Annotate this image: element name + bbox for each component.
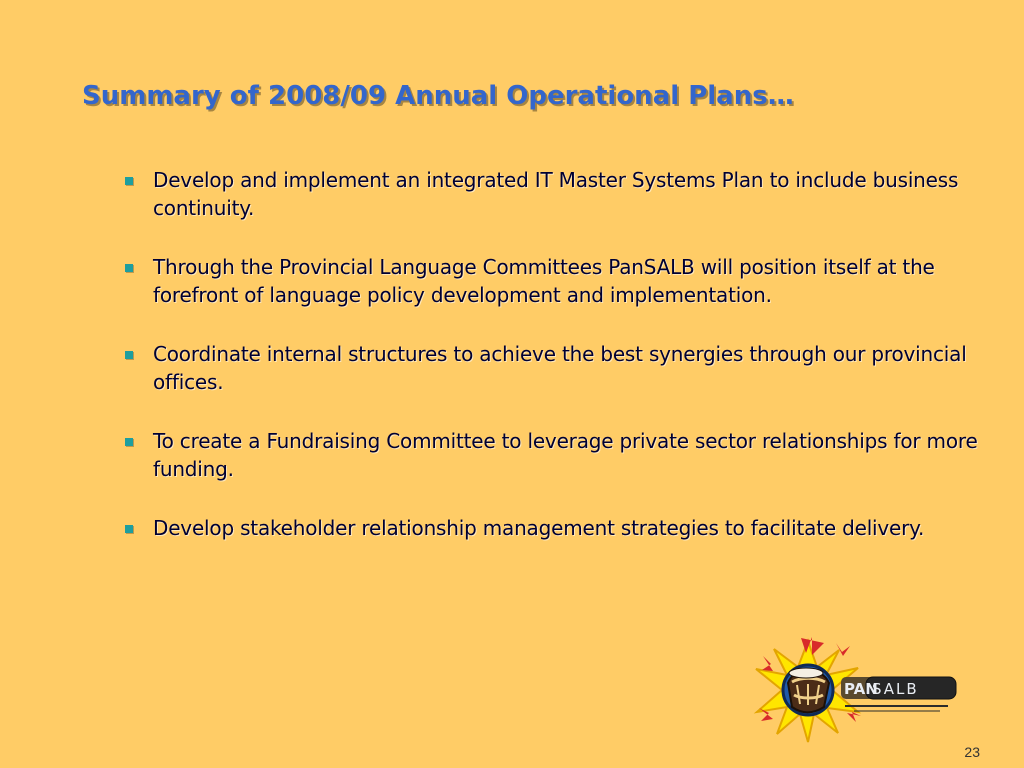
bullet-text-1: Develop and implement an integrated IT Master Systems Plan to include business continuity. bbox=[153, 168, 959, 220]
page-number: 23 bbox=[964, 744, 980, 760]
logo-text-pan: PAN bbox=[844, 680, 878, 698]
logo-text-salb: SALB bbox=[872, 680, 919, 698]
bullet-item-2 bbox=[120, 253, 980, 309]
bullet-text-3: Coordinate internal structures to achieve the best synergies through our provincial offices. bbox=[153, 342, 967, 394]
square-bullet-icon bbox=[125, 351, 133, 359]
bullet-text-4: To create a Fundraising Committee to leverage private sector relationships for more funding. bbox=[153, 429, 978, 481]
bullet-item-5 bbox=[120, 514, 980, 542]
bullet-item-3 bbox=[120, 340, 980, 396]
square-bullet-icon bbox=[125, 177, 133, 185]
bullet-list bbox=[120, 166, 980, 542]
bullet-text-5: Develop stakeholder relationship management strategies to facilitate delivery. bbox=[153, 516, 925, 540]
bullet-item-4 bbox=[120, 427, 980, 483]
pansalb-logo bbox=[750, 636, 962, 744]
bullet-text-2: Through the Provincial Language Committees PanSALB will position itself at the forefront of language policy development and implementation. bbox=[153, 255, 935, 307]
square-bullet-icon bbox=[125, 438, 133, 446]
pansalb-logo-icon bbox=[750, 636, 962, 744]
slide-title: Summary of 2008/09 Annual Operational Plans… bbox=[82, 81, 794, 111]
square-bullet-icon bbox=[125, 525, 133, 533]
square-bullet-icon bbox=[125, 264, 133, 272]
bullet-item-1 bbox=[120, 166, 980, 222]
